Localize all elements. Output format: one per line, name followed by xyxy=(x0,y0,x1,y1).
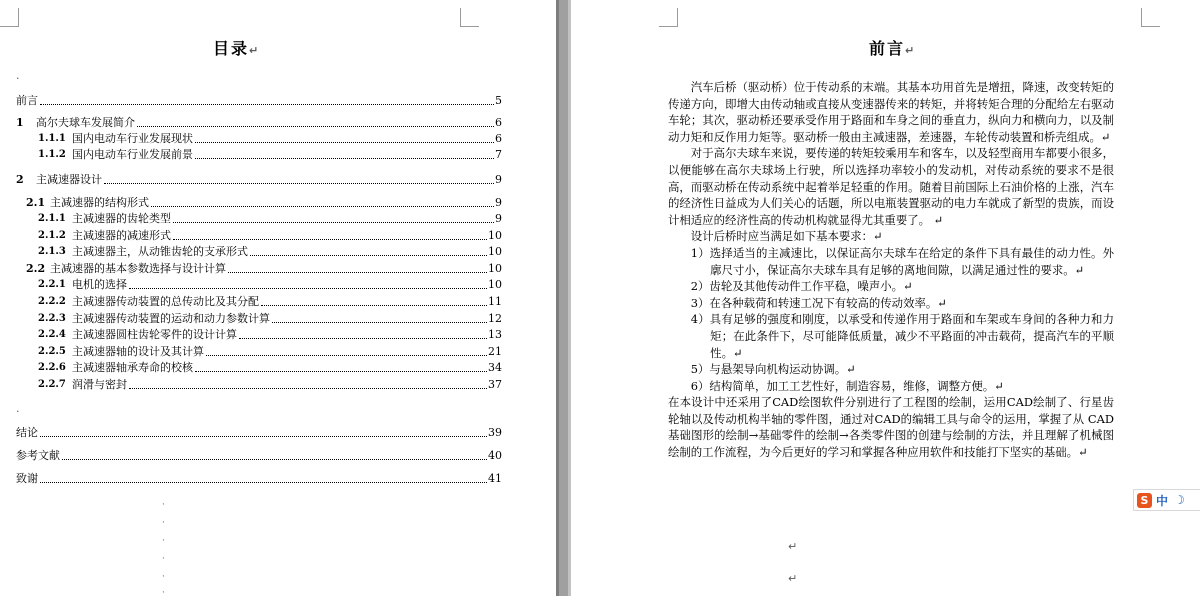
toc-entry-number: 1 xyxy=(16,116,24,129)
toc-entry[interactable] xyxy=(16,378,502,392)
toc-leader xyxy=(40,103,494,105)
toc-leader xyxy=(261,304,487,306)
requirement-item: 3）在各种载荷和转速工况下有较高的传动效率。↵ xyxy=(690,295,947,310)
toc-entry-text: 润滑与密封 xyxy=(72,378,127,391)
empty-paragraph-marker: · xyxy=(162,554,165,564)
toc-entry-text: 主减速器传动装置的总传动比及其分配 xyxy=(72,295,259,308)
toc-entry[interactable] xyxy=(16,212,502,226)
toc-page-number: 6 xyxy=(495,132,502,145)
toc-leader xyxy=(173,221,494,223)
toc-entry-number: 2.2.1 xyxy=(38,279,66,290)
toc-entry[interactable] xyxy=(16,132,502,146)
toc-entry-text: 国内电动车行业发展现状 xyxy=(72,132,193,145)
toc-entry[interactable] xyxy=(16,345,502,359)
toc-page-number: 37 xyxy=(488,378,502,391)
paragraph-mark: ↵ xyxy=(788,572,798,585)
toc-page-number: 12 xyxy=(488,312,502,325)
toc-entry-text: 参考文献 xyxy=(16,449,60,462)
empty-paragraph-marker: · xyxy=(162,588,165,598)
toc-title: 目录↵ xyxy=(213,39,261,58)
toc-entry-text: 主减速器的结构形式 xyxy=(50,196,149,209)
toc-entry-number: 2.1.1 xyxy=(38,213,66,224)
toc-page-number: 10 xyxy=(488,262,502,275)
blank-paragraph-mark: · xyxy=(16,405,20,418)
preface-paragraph: 设计后桥时应当满足如下基本要求：↵ xyxy=(690,229,883,244)
corner-mark-top-left xyxy=(0,8,19,27)
blank-paragraph-mark: · xyxy=(16,72,20,85)
sogou-logo-icon[interactable]: S xyxy=(1137,493,1152,508)
toc-page-number: 9 xyxy=(495,212,502,225)
requirement-item: 6）结构简单，加工工艺性好，制造容易，维修，调整方便。↵ xyxy=(690,378,1004,393)
toc-entry[interactable] xyxy=(16,472,502,486)
toc-page-number: 10 xyxy=(488,245,502,258)
toc-entry-number: 2.2.3 xyxy=(38,313,66,324)
toc-entry[interactable] xyxy=(16,426,502,440)
toc-entry-number: 2.1 xyxy=(26,196,46,209)
requirement-item: 2）齿轮及其他传动件工作平稳，噪声小。↵ xyxy=(690,279,913,294)
toc-entry-text: 电机的选择 xyxy=(72,278,127,291)
toc-entry-number: 2 xyxy=(16,173,24,186)
toc-entry-text: 主减速器设计 xyxy=(36,173,102,186)
toc-page-number: 11 xyxy=(488,295,502,308)
toc-page-number: 40 xyxy=(488,449,502,462)
ime-chinese-mode-button[interactable]: 中 xyxy=(1156,493,1169,508)
toc-entry-text: 结论 xyxy=(16,426,38,439)
toc-leader xyxy=(62,458,487,460)
toc-entry-text: 高尔夫球车发展简介 xyxy=(36,116,135,129)
toc-entry-text: 主减速器圆柱齿轮零件的设计计算 xyxy=(72,328,237,341)
toc-entry-text: 主减速器传动装置的运动和动力参数计算 xyxy=(72,312,270,325)
empty-paragraph-marker: · xyxy=(162,536,165,546)
requirement-item: 1）选择适当的主减速比，以保证高尔夫球车在给定的条件下具有最佳的动力性。外廓尺寸小，保证高尔夫球车具有足够的离地间隙，以满足通过性的要求。↵ xyxy=(690,245,1114,277)
preface-paragraph: 对于高尔夫球车来说，要传递的转矩较乘用车和客车，以及轻型商用车都要小很多，以便能够在高尔夫球场上行驶，所以选择功率较小的发动机，对传动系统的要求不是很高，而驱动桥在传动系统中起着举足轻重的作用。随着目前国际上石油价格的上涨，汽车的经济性日益成为人们关心的话题，所以电瓶装置驱动的电力车就成了新型的贵族，而设计相适应的经济性高的传动机构就显得尤其重要了。 ↵ xyxy=(668,146,1114,227)
toc-entry-number: 2.2.6 xyxy=(38,362,66,373)
left-page xyxy=(0,0,556,596)
toc-leader xyxy=(272,321,487,323)
toc-page-number: 41 xyxy=(488,472,502,485)
toc-entry-text: 主减速器主，从动锥齿轮的支承形式 xyxy=(72,245,248,258)
toc-leader xyxy=(195,141,494,143)
toc-leader xyxy=(228,271,487,273)
toc-leader xyxy=(40,435,487,437)
corner-mark-top-left xyxy=(659,8,678,27)
toc-page-number: 7 xyxy=(495,148,502,161)
toc-leader xyxy=(129,387,487,389)
toc-entry-text: 主减速器的减速形式 xyxy=(72,229,171,242)
toc-leader xyxy=(151,205,494,207)
toc-leader xyxy=(239,337,487,339)
toc-page-number: 9 xyxy=(495,196,502,209)
empty-paragraph-marker: · xyxy=(162,518,165,528)
toc-entry[interactable] xyxy=(16,148,502,162)
toc-entry-number: 2.1.3 xyxy=(38,246,66,257)
toc-entry[interactable] xyxy=(16,361,502,375)
preface-body xyxy=(668,79,1114,461)
toc-page-number: 5 xyxy=(495,94,502,107)
toc-entry[interactable] xyxy=(16,173,502,187)
toc-entry[interactable] xyxy=(16,94,502,108)
requirement-item: 5）与悬架导向机构运动协调。↵ xyxy=(690,362,856,377)
toc-page-number: 10 xyxy=(488,278,502,291)
toc-entry-text: 主减速器轴的设计及其计算 xyxy=(72,345,204,358)
toc-entry[interactable] xyxy=(16,262,502,276)
toc-entry[interactable] xyxy=(16,328,502,342)
toc-entry[interactable] xyxy=(16,312,502,326)
toc-leader xyxy=(104,182,494,184)
paragraph-mark: ↵ xyxy=(788,540,798,553)
preface-title: 前言↵ xyxy=(869,39,917,58)
toc-entry-text: 前言 xyxy=(16,94,38,107)
moon-icon[interactable]: ☽ xyxy=(1174,493,1185,507)
corner-mark-top-right xyxy=(1141,8,1160,27)
toc-entry[interactable] xyxy=(16,116,502,130)
toc-leader xyxy=(206,354,487,356)
toc-entry[interactable] xyxy=(16,449,502,463)
empty-paragraph-marker: · xyxy=(162,500,165,510)
toc-entry-number: 2.2.4 xyxy=(38,329,66,340)
toc-entry-text: 主减速器的齿轮类型 xyxy=(72,212,171,225)
toc-page-number: 9 xyxy=(495,173,502,186)
toc-entry-number: 1.1.1 xyxy=(38,133,66,144)
toc-entry[interactable] xyxy=(16,295,502,309)
toc-page-number: 13 xyxy=(488,328,502,341)
toc-page-number: 10 xyxy=(488,229,502,242)
toc-leader xyxy=(137,125,494,127)
toc-entry[interactable] xyxy=(16,245,502,259)
preface-paragraph: 在本设计中还采用了CAD绘图软件分别进行了工程图的绘制，运用CAD绘制了、行星齿轮轴以及传动机构半轴的零件图，通过对CAD的编辑工具与命令的运用，掌握了从 CAD 基础图形的绘制→基础零件的绘制→各类零件图的创建与绘制的方法，并且理解了机械图绘制的工作流程，为今后更好的学习和掌握各种应用软件和技能打下坚实的基础。↵ xyxy=(668,395,1114,460)
requirement-item: 4）具有足够的强度和刚度，以承受和传递作用于路面和车架或车身间的各种力和力矩；在此条件下，尽可能降低质量，减少不平路面的冲击载荷，提高汽车的平顺性。↵ xyxy=(690,312,1114,360)
toc-page-number: 39 xyxy=(488,426,502,439)
toc-entry-text: 主减速器轴承寿命的校核 xyxy=(72,361,193,374)
toc-leader xyxy=(129,287,487,289)
toc-page-number: 34 xyxy=(488,361,502,374)
toc-entry-number: 2.2.7 xyxy=(38,379,66,390)
toc-entry-number: 2.1.2 xyxy=(38,230,66,241)
toc-page-number: 6 xyxy=(495,116,502,129)
toc-leader xyxy=(195,157,494,159)
ime-toolbar[interactable] xyxy=(1133,489,1200,511)
toc-entry-text: 国内电动车行业发展前景 xyxy=(72,148,193,161)
toc-entry-text: 致谢 xyxy=(16,472,38,485)
toc-entry[interactable] xyxy=(16,229,502,243)
preface-paragraph: 汽车后桥（驱动桥）位于传动系的末端。其基本功用首先是增扭，降速，改变转矩的传递方向，即增大由传动轴或直接从变速器传来的转矩，并将转矩合理的分配给左右驱动车轮；其次，驱动桥还要承受作用于路面和车身之间的垂直力，纵向力和横向力，以及制动力矩和反作用力矩等。驱动桥一般由主减速器，差速器，车轮传动装置和桥壳组成。↵ xyxy=(668,80,1114,144)
toc-entry[interactable] xyxy=(16,278,502,292)
toc-entry-number: 2.2.5 xyxy=(38,346,66,357)
corner-mark-top-right xyxy=(460,8,479,27)
toc-leader xyxy=(250,254,487,256)
toc-entry-number: 2.2 xyxy=(26,262,46,275)
toc-entry-number: 2.2.2 xyxy=(38,296,66,307)
toc-entry-number: 1.1.2 xyxy=(38,149,66,160)
toc-leader xyxy=(195,370,487,372)
toc-entry[interactable] xyxy=(16,196,502,210)
toc-leader xyxy=(40,481,487,483)
empty-paragraph-marker: · xyxy=(162,572,165,582)
toc-page-number: 21 xyxy=(488,345,502,358)
toc-entry-text: 主减速器的基本参数选择与设计计算 xyxy=(50,262,226,275)
page-gutter xyxy=(556,0,571,596)
toc-leader xyxy=(173,238,487,240)
